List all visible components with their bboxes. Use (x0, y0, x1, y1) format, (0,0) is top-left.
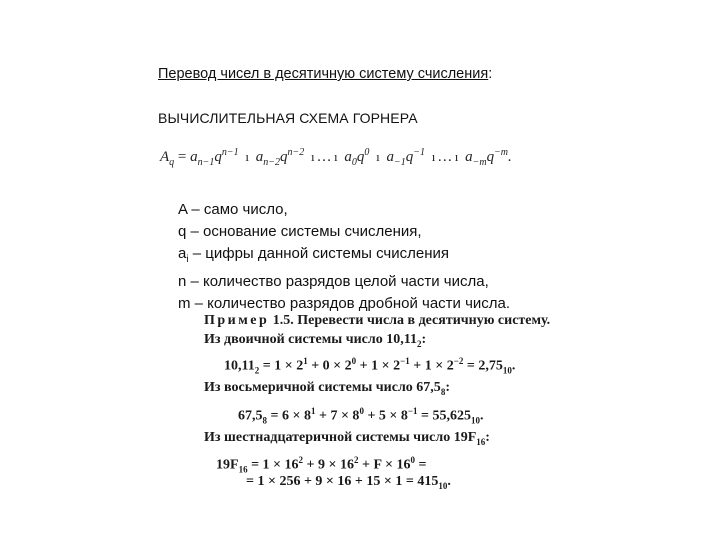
def-a-rest: – цифры данной системы счисления (188, 245, 449, 262)
hex-equation-2 (246, 474, 451, 491)
term2-q: q (280, 149, 288, 165)
hex-equation-1 (216, 455, 426, 474)
hex-n: 19F (216, 457, 239, 473)
oct-p2-sup: 0 (359, 406, 364, 416)
term2-sup: n−2 (287, 147, 305, 158)
formula-lhs-sub: q (169, 157, 175, 168)
example-heading (204, 313, 550, 329)
def-a-sub: i (186, 254, 189, 265)
hex-p3-sup: 0 (410, 455, 415, 465)
definition-line: m – количество разрядов дробной части числа. (178, 295, 511, 312)
hex-intro-sub: 16 (476, 436, 486, 447)
bin-p3-sup: −1 (400, 356, 410, 366)
formula-lhs: A (160, 149, 170, 165)
binary-intro-end: : (421, 332, 427, 347)
bin-p1: = 1 × 2 (259, 358, 304, 374)
term1-sub: n−1 (197, 157, 215, 168)
octal-equation (238, 406, 484, 425)
term4-sub: −1 (393, 157, 406, 168)
oct-end: . (480, 408, 484, 424)
term3-sup: 0 (364, 147, 370, 158)
oct-p1: = 6 × 8 (267, 408, 311, 424)
hex2-end: . (447, 474, 451, 489)
bin-p2: + 0 × 2 (307, 358, 352, 374)
bin-n: 10,11 (224, 358, 255, 374)
hex-end: = (415, 457, 427, 473)
bin-p1-sup: 1 (303, 356, 308, 366)
formula-end: . (508, 149, 512, 165)
bin-end: . (511, 358, 516, 374)
page-title (158, 66, 492, 82)
bin-res-sub: 10 (502, 365, 512, 376)
term4-q: q (405, 149, 414, 165)
term5-a: a (465, 149, 473, 165)
binary-intro-sub: 2 (416, 338, 422, 349)
bin-res: = 2,75 (463, 358, 503, 374)
oct-n: 67,5 (238, 408, 263, 424)
oct-p3-sup: −1 (407, 406, 418, 416)
bin-p4-sup: −2 (453, 356, 464, 366)
bin-p3: + 1 × 2 (356, 358, 401, 374)
def-a: a (178, 245, 187, 262)
formula-dots-2: … (438, 149, 452, 165)
example-label: Пример (204, 313, 270, 328)
term3-sub: 0 (351, 157, 357, 168)
hex2-sub: 10 (438, 480, 448, 491)
hex-intro-text: Из шестнадцатеричной системы число 19F (204, 430, 477, 445)
term4-sup: −1 (413, 147, 425, 158)
oct-p3: + 5 × 8 (363, 408, 408, 424)
definition-line: n – количество разрядов целой части числа, (178, 273, 489, 290)
term1-sup: n−1 (221, 147, 239, 158)
binary-intro (204, 332, 426, 349)
octal-intro-text: Из восьмеричной системы число 67,5 (204, 380, 441, 395)
oct-res: = 55,625 (417, 408, 472, 424)
definition-line (178, 243, 510, 271)
section-subtitle: ВЫЧИСЛИТЕЛЬНАЯ СХЕМА ГОРНЕРА (158, 110, 418, 126)
oct-n-sub: 8 (262, 415, 267, 426)
term3-a: a (344, 149, 352, 165)
term1-q: q (214, 149, 222, 165)
term2-a: a (255, 149, 264, 165)
definition-line: A – само число, (178, 201, 288, 218)
hex-p1: = 1 × 16 (247, 457, 299, 473)
term3-q: q (356, 149, 365, 165)
hex-p2: + 9 × 16 (303, 457, 354, 473)
definition-line: q – основание системы счисления, (178, 223, 422, 240)
hex-n-sub: 16 (238, 464, 248, 475)
hex-intro-end: : (485, 430, 490, 445)
title-colon: : (488, 66, 493, 82)
hex-intro (204, 430, 490, 447)
binary-intro-text: Из двоичной системы число 10,11 (204, 332, 417, 347)
hex2-text: = 1 × 256 + 9 × 16 + 15 × 1 = 415 (246, 474, 439, 489)
octal-intro (204, 380, 450, 397)
bin-p2-sup: 0 (351, 356, 357, 366)
binary-equation (224, 356, 515, 375)
hex-p3: + F × 16 (358, 457, 411, 473)
term5-sub: −m (472, 157, 487, 168)
bin-p4: + 1 × 2 (409, 358, 454, 374)
term4-a: a (386, 149, 394, 165)
bin-n-sub: 2 (254, 365, 260, 376)
oct-res-sub: 10 (471, 415, 481, 426)
formula-dots-1: … (317, 149, 331, 165)
definitions-list (178, 199, 510, 315)
hex-p1-sup: 2 (298, 455, 304, 465)
example-heading-rest: 1.5. Перевести числа в десятичную систему. (269, 313, 551, 328)
oct-p2: + 7 × 8 (315, 408, 360, 424)
term5-q: q (486, 149, 495, 165)
hex-p2-sup: 2 (354, 455, 359, 465)
octal-intro-end: : (445, 380, 450, 395)
octal-intro-sub: 8 (440, 386, 446, 397)
oct-p1-sup: 1 (310, 406, 316, 416)
title-text: Перевод чисел в десятичную систему счисления (158, 66, 489, 82)
term2-sub: n−2 (263, 157, 281, 168)
term5-sup: −m (494, 147, 509, 158)
horner-formula: $A_q = a_{n-1}q^{n-1}$ ı $a_{n-2}q^{n-2}$ ı … ı $a_0q^0$ ı $a_{-1}q^{-1}$ ı … ı $a_{-m}q^{-m}$. (160, 147, 512, 168)
term1-a: a (190, 149, 198, 165)
